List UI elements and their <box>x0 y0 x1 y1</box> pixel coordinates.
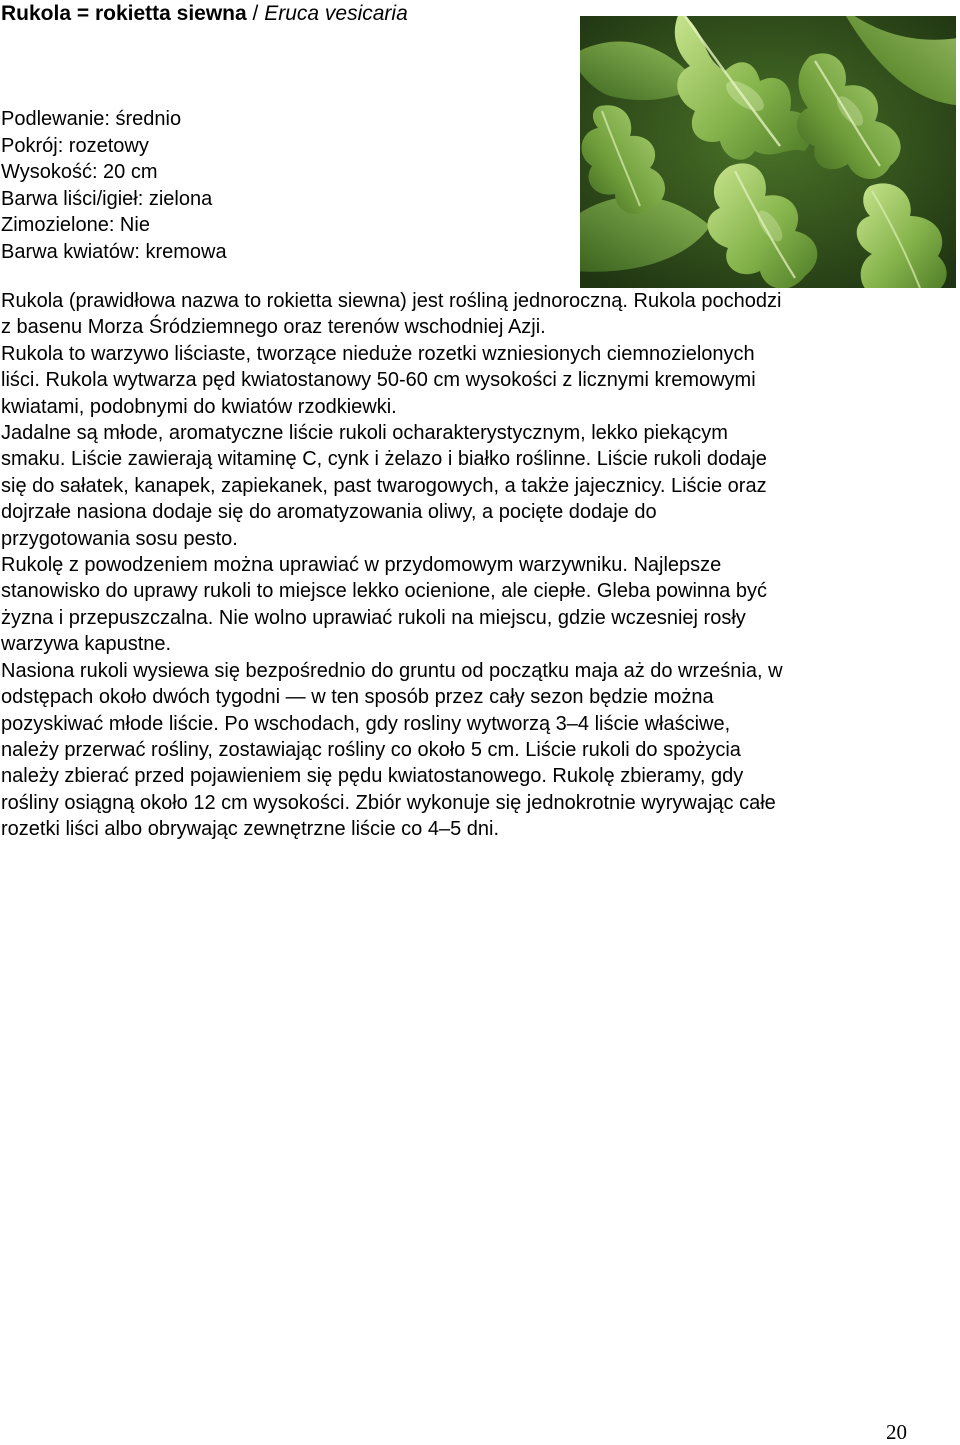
property-flower-color: Barwa kwiatów: kremowa <box>1 240 227 263</box>
property-leaf-color: Barwa liści/igieł: zielona <box>1 187 213 210</box>
page-title <box>1 1 408 27</box>
property-height: Wysokość: 20 cm <box>1 161 158 184</box>
rocket-leaves-photo <box>580 16 956 288</box>
description-line: Jadalne są młode, aromatyczne liście rukoli ocharakterystycznym, lekko piekącym <box>1 422 728 445</box>
description-line: kwiatami, podobnymi do kwiatów rzodkiewki. <box>1 395 397 418</box>
plant-description <box>1 288 911 843</box>
description-line: odstępach około dwóch tygodni — w ten sposób przez cały sezon będzie można <box>1 686 714 709</box>
description-line: Rukolę z powodzeniem można uprawiać w przydomowym warzywniku. Najlepsze <box>1 554 722 577</box>
description-line: stanowisko do uprawy rukoli to miejsce lekko ocienione, ale ciepłe. Gleba powinna być <box>1 580 767 603</box>
rocket-leaves-image <box>580 16 956 288</box>
title-latin-name: Eruca vesicaria <box>264 2 408 25</box>
description-line: należy przerwać rośliny, zostawiając rośliny co około 5 cm. Liście rukoli do spożycia <box>1 738 741 761</box>
description-line: Rukola (prawidłowa nazwa to rokietta siewna) jest rośliną jednoroczną. Rukola pochodzi <box>1 290 782 312</box>
page-number: 20 <box>886 1420 907 1444</box>
description-line: liści. Rukola wytwarza pęd kwiatostanowy 50-60 cm wysokości z licznymi kremowymi <box>1 369 756 392</box>
description-line: dojrzałe nasiona dodaje się do aromatyzowania oliwy, a pocięte dodaje do <box>1 501 657 524</box>
description-line: rośliny osiągną około 12 cm wysokości. Zbiór wykonuje się jednokrotnie wyrywając całe <box>1 791 776 814</box>
property-habit: Pokrój: rozetowy <box>1 134 149 157</box>
description-line: żyzna i przepuszczalna. Nie wolno uprawiać rukoli na miejscu, gdzie wczesniej rosły <box>1 606 746 629</box>
description-line: Nasiona rukoli wysiewa się bezpośrednio do gruntu od początku maja aż do września, w <box>1 659 783 682</box>
description-line: z basenu Morza Śródziemnego oraz terenów wschodniej Azji. <box>1 316 546 339</box>
description-line: Rukola to warzywo liściaste, tworzące nieduże rozetki wzniesionych ciemnozielonych <box>1 342 755 365</box>
description-line: się do sałatek, kanapek, zapiekanek, past twarogowych, a także jajecznicy. Liście oraz <box>1 474 767 497</box>
property-watering: Podlewanie: średnio <box>1 108 182 130</box>
description-line: warzywa kapustne. <box>1 633 172 656</box>
description-line: należy zbierać przed pojawieniem się pędu kwiatostanowego. Rukolę zbieramy, gdy <box>1 765 744 788</box>
description-line: rozetki liści albo obrywając zewnętrzne liście co 4–5 dni. <box>1 818 500 841</box>
description-line: pozyskiwać młode liście. Po wschodach, gdy rosliny wytworzą 3–4 liście właściwe, <box>1 712 731 735</box>
property-evergreen: Zimozielone: Nie <box>1 214 150 237</box>
description-line: przygotowania sosu pesto. <box>1 527 238 550</box>
description-line: smaku. Liście zawierają witaminę C, cynk i żelazo i białko roślinne. Liście rukoli dodaje <box>1 448 767 471</box>
title-main: Rukola = rokietta siewna <box>1 2 247 25</box>
plant-properties-list <box>1 106 227 266</box>
title-separator: / <box>246 2 265 25</box>
